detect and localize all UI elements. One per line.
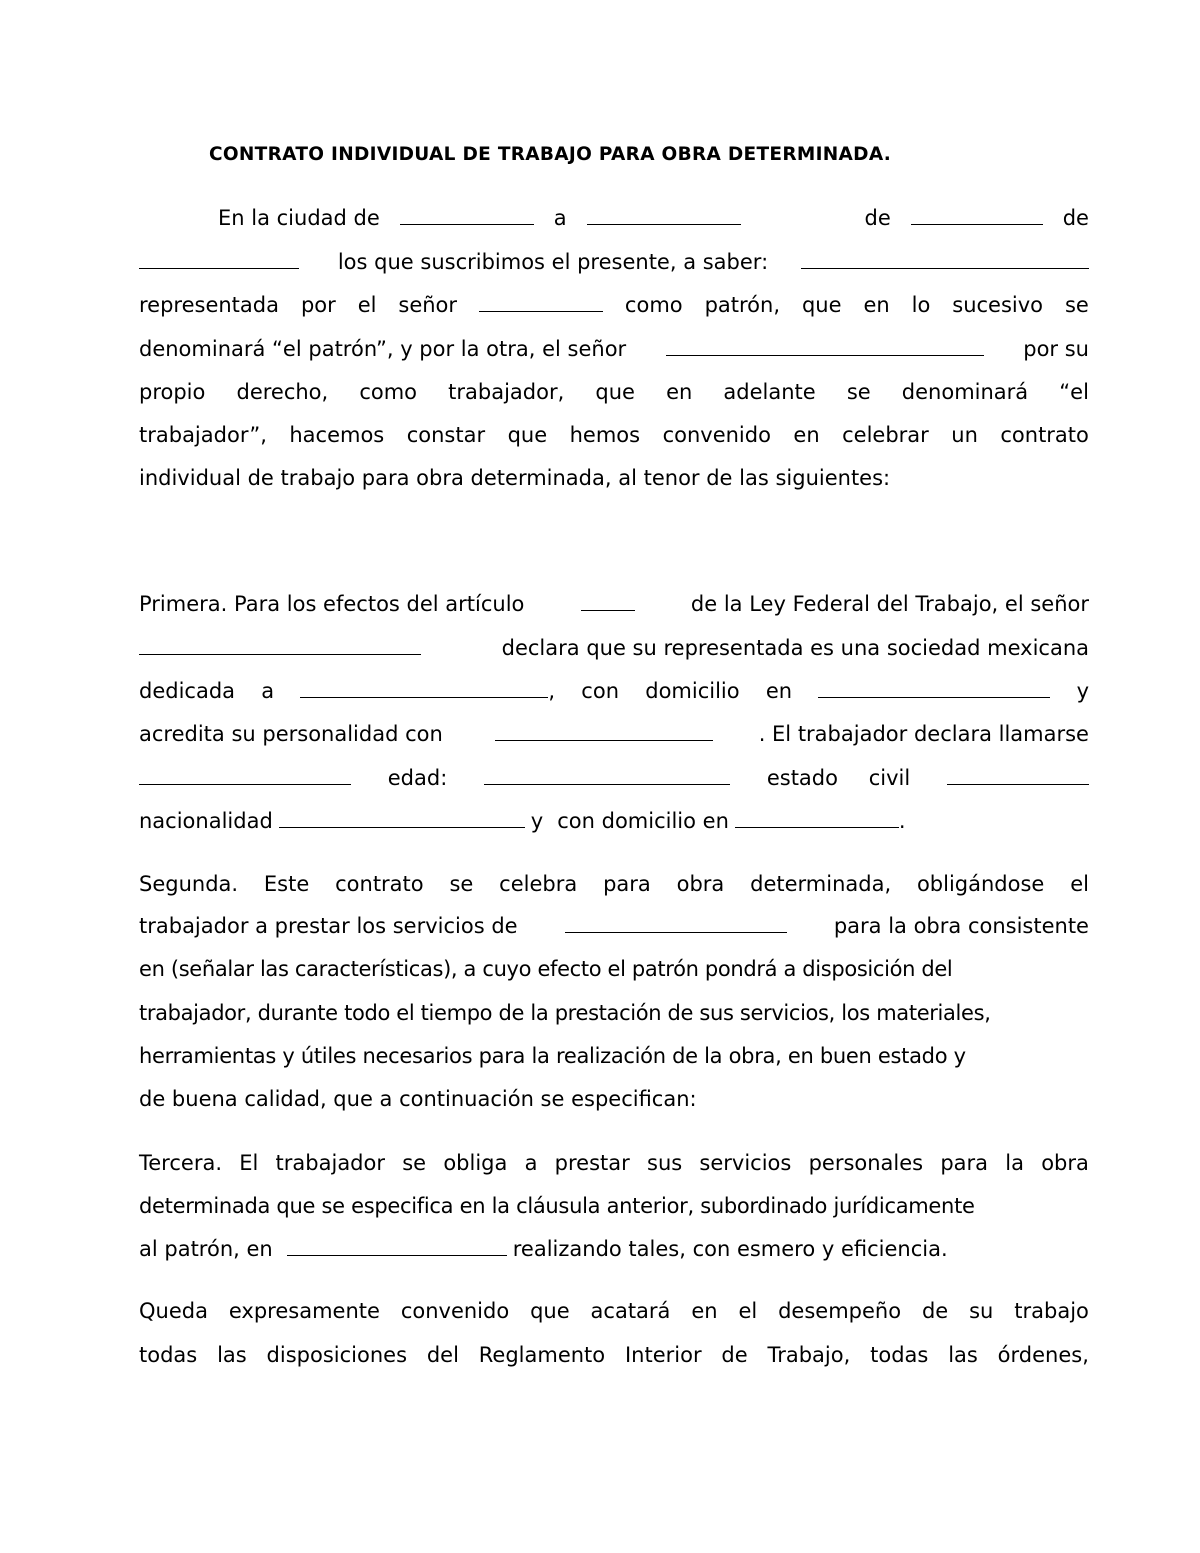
text-segment: obra — [1041, 1151, 1089, 1175]
text-line — [139, 1339, 1089, 1371]
text-segment: en — [666, 380, 693, 404]
fill-blank — [300, 677, 548, 698]
text-segment: realizando tales, con esmero y eficiencia. — [512, 1237, 948, 1261]
text-line — [218, 202, 1089, 234]
text-line — [139, 762, 1089, 794]
text-segment: en — [863, 293, 890, 317]
fill-blank — [818, 677, 1050, 698]
text-line — [139, 1233, 1089, 1265]
fill-blank — [139, 248, 299, 269]
text-segment: herramientas y útiles necesarios para la realización de la obra, en buen estado y — [139, 1044, 966, 1068]
text-segment: que — [801, 293, 842, 317]
text-line — [139, 246, 1089, 278]
text-segment: determinada que se especifica en la cláusula anterior, subordinado jurídicamente — [139, 1194, 975, 1218]
text-segment: se — [449, 872, 474, 896]
text-line — [139, 953, 1089, 985]
text-line — [139, 1040, 1089, 1072]
text-segment: de — [721, 1343, 748, 1367]
text-segment: servicios — [699, 1151, 792, 1175]
text-segment: Queda — [139, 1299, 208, 1323]
text-segment: señor — [398, 293, 458, 317]
text-segment: hemos — [569, 423, 641, 447]
text-segment: como — [359, 380, 418, 404]
text-segment: en — [793, 423, 820, 447]
text-segment: se — [402, 1151, 427, 1175]
text-segment: desempeño — [778, 1299, 902, 1323]
fill-blank — [735, 807, 899, 828]
text-segment: las — [217, 1343, 247, 1367]
text-segment: disposiciones — [266, 1343, 408, 1367]
text-segment: “el — [1059, 380, 1089, 404]
fill-blank — [400, 204, 534, 225]
text-segment: Este — [263, 872, 310, 896]
text-segment: denominará “el patrón”, y por la otra, el señor — [139, 337, 627, 361]
text-segment: trabajador a prestar los servicios de — [139, 914, 518, 938]
text-line — [139, 632, 1089, 664]
text-segment: representada — [139, 293, 279, 317]
text-segment: trabajador, — [448, 380, 565, 404]
text-segment: por su — [1023, 337, 1089, 361]
text-segment: a — [553, 206, 567, 230]
text-segment: que — [530, 1299, 570, 1323]
text-line — [139, 805, 1089, 837]
text-segment: , — [548, 679, 556, 703]
text-segment: civil — [868, 766, 911, 790]
text-segment: para la obra consistente — [833, 914, 1089, 938]
text-segment: edad: — [387, 766, 448, 790]
text-segment: El — [239, 1151, 259, 1175]
text-segment: adelante — [723, 380, 816, 404]
text-segment: todas — [139, 1343, 198, 1367]
text-segment: derecho, — [236, 380, 329, 404]
text-segment: se — [846, 380, 871, 404]
text-segment: el — [1070, 872, 1089, 896]
text-line — [139, 1147, 1089, 1179]
text-line — [139, 997, 1089, 1029]
text-segment: Tercera. — [139, 1151, 222, 1175]
text-segment: individual de trabajo para obra determinada, al tenor de las siguientes: — [139, 466, 891, 490]
text-segment: hacemos — [289, 423, 385, 447]
text-segment: del — [426, 1343, 459, 1367]
text-segment: Trabajo, — [767, 1343, 851, 1367]
text-segment: y — [530, 809, 544, 833]
text-segment: en — [691, 1299, 718, 1323]
text-segment: dedicada — [139, 679, 236, 703]
text-segment: trabajador — [275, 1151, 385, 1175]
text-segment: nacionalidad — [139, 809, 273, 833]
text-segment: obligándose — [916, 872, 1045, 896]
text-segment: su — [969, 1299, 994, 1323]
text-line — [139, 376, 1089, 408]
text-segment: constar — [406, 423, 486, 447]
text-segment: obliga — [443, 1151, 508, 1175]
fill-blank — [139, 634, 421, 655]
text-segment: como — [624, 293, 683, 317]
text-line — [139, 419, 1089, 451]
text-segment: los que suscribimos el presente, a saber: — [337, 250, 769, 274]
text-segment: en (señalar las características), a cuyo efecto el patrón pondrá a disposición del — [139, 957, 953, 981]
text-segment: determinada, — [750, 872, 892, 896]
text-segment: . El trabajador declara llamarse — [758, 722, 1089, 746]
text-segment: trabajador”, — [139, 423, 267, 447]
text-segment: contrato — [1000, 423, 1089, 447]
fill-blank — [484, 764, 730, 785]
text-segment: trabajo — [1014, 1299, 1089, 1323]
text-segment: la — [1005, 1151, 1024, 1175]
fill-blank — [801, 248, 1089, 269]
text-segment: Primera. Para los efectos del artículo — [139, 592, 525, 616]
text-segment: denominará — [901, 380, 1029, 404]
text-segment: que — [507, 423, 548, 447]
text-segment: que — [595, 380, 635, 404]
text-segment: celebra — [499, 872, 578, 896]
text-segment: domicilio — [645, 679, 740, 703]
fill-blank — [581, 590, 635, 611]
text-segment: declara que su representada es una sociedad mexicana — [501, 636, 1089, 660]
text-segment: se — [1064, 293, 1089, 317]
text-segment: patrón, — [704, 293, 781, 317]
document-title: CONTRATO INDIVIDUAL DE TRABAJO PARA OBRA DETERMINADA. — [209, 144, 892, 165]
text-segment: con domicilio en — [557, 809, 729, 833]
text-line — [139, 868, 1089, 900]
text-segment: convenido — [662, 423, 771, 447]
text-line — [139, 675, 1089, 707]
text-segment: En la ciudad de — [218, 206, 380, 230]
text-segment: Segunda. — [139, 872, 239, 896]
text-segment: lo — [911, 293, 931, 317]
text-segment: personales — [808, 1151, 924, 1175]
fill-blank — [911, 204, 1043, 225]
text-segment: convenido — [400, 1299, 510, 1323]
text-segment: al patrón, en — [139, 1237, 273, 1261]
text-line — [139, 1295, 1089, 1327]
text-segment: acatará — [590, 1299, 671, 1323]
text-segment: por — [300, 293, 336, 317]
text-segment: todas — [870, 1343, 929, 1367]
text-segment: estado — [766, 766, 838, 790]
fill-blank — [666, 335, 984, 356]
text-segment: trabajador, durante todo el tiempo de la prestación de sus servicios, los materiales, — [139, 1001, 991, 1025]
text-segment: en — [765, 679, 793, 703]
text-segment: Reglamento — [478, 1343, 606, 1367]
text-segment: de buena calidad, que a continuación se especifican: — [139, 1087, 697, 1111]
text-line — [139, 718, 1089, 750]
fill-blank — [565, 912, 787, 933]
text-segment: de — [864, 206, 891, 230]
fill-blank — [279, 807, 525, 828]
text-segment: un — [951, 423, 978, 447]
text-segment: . — [898, 809, 906, 833]
text-line — [139, 289, 1089, 321]
fill-blank — [587, 204, 741, 225]
text-line — [139, 1083, 1089, 1115]
text-segment: para — [603, 872, 651, 896]
fill-blank — [287, 1235, 507, 1256]
text-segment: contrato — [335, 872, 424, 896]
text-segment: prestar — [554, 1151, 630, 1175]
fill-blank — [139, 764, 351, 785]
text-segment: de — [1062, 206, 1089, 230]
text-segment: celebrar — [842, 423, 929, 447]
text-segment: expresamente — [228, 1299, 380, 1323]
text-segment: órdenes, — [997, 1343, 1089, 1367]
text-line — [139, 910, 1089, 942]
text-segment: sus — [647, 1151, 683, 1175]
text-line — [139, 588, 1089, 620]
text-segment: Interior — [624, 1343, 702, 1367]
text-line — [139, 1190, 1089, 1222]
text-segment: las — [948, 1343, 978, 1367]
text-segment: a — [261, 679, 275, 703]
text-segment: de — [921, 1299, 949, 1323]
fill-blank — [495, 720, 713, 741]
fill-blank — [479, 291, 603, 312]
text-segment: obra — [676, 872, 725, 896]
text-segment: propio — [139, 380, 206, 404]
text-line — [139, 462, 1089, 494]
text-segment: a — [524, 1151, 538, 1175]
text-segment: con — [581, 679, 620, 703]
text-segment: de la Ley Federal del Trabajo, el señor — [690, 592, 1089, 616]
text-segment: el — [738, 1299, 758, 1323]
text-segment: acredita su personalidad con — [139, 722, 443, 746]
text-segment: para — [940, 1151, 989, 1175]
fill-blank — [947, 764, 1089, 785]
text-segment: sucesivo — [952, 293, 1044, 317]
text-segment: y — [1076, 679, 1089, 703]
text-segment: el — [357, 293, 377, 317]
text-line — [139, 333, 1089, 365]
